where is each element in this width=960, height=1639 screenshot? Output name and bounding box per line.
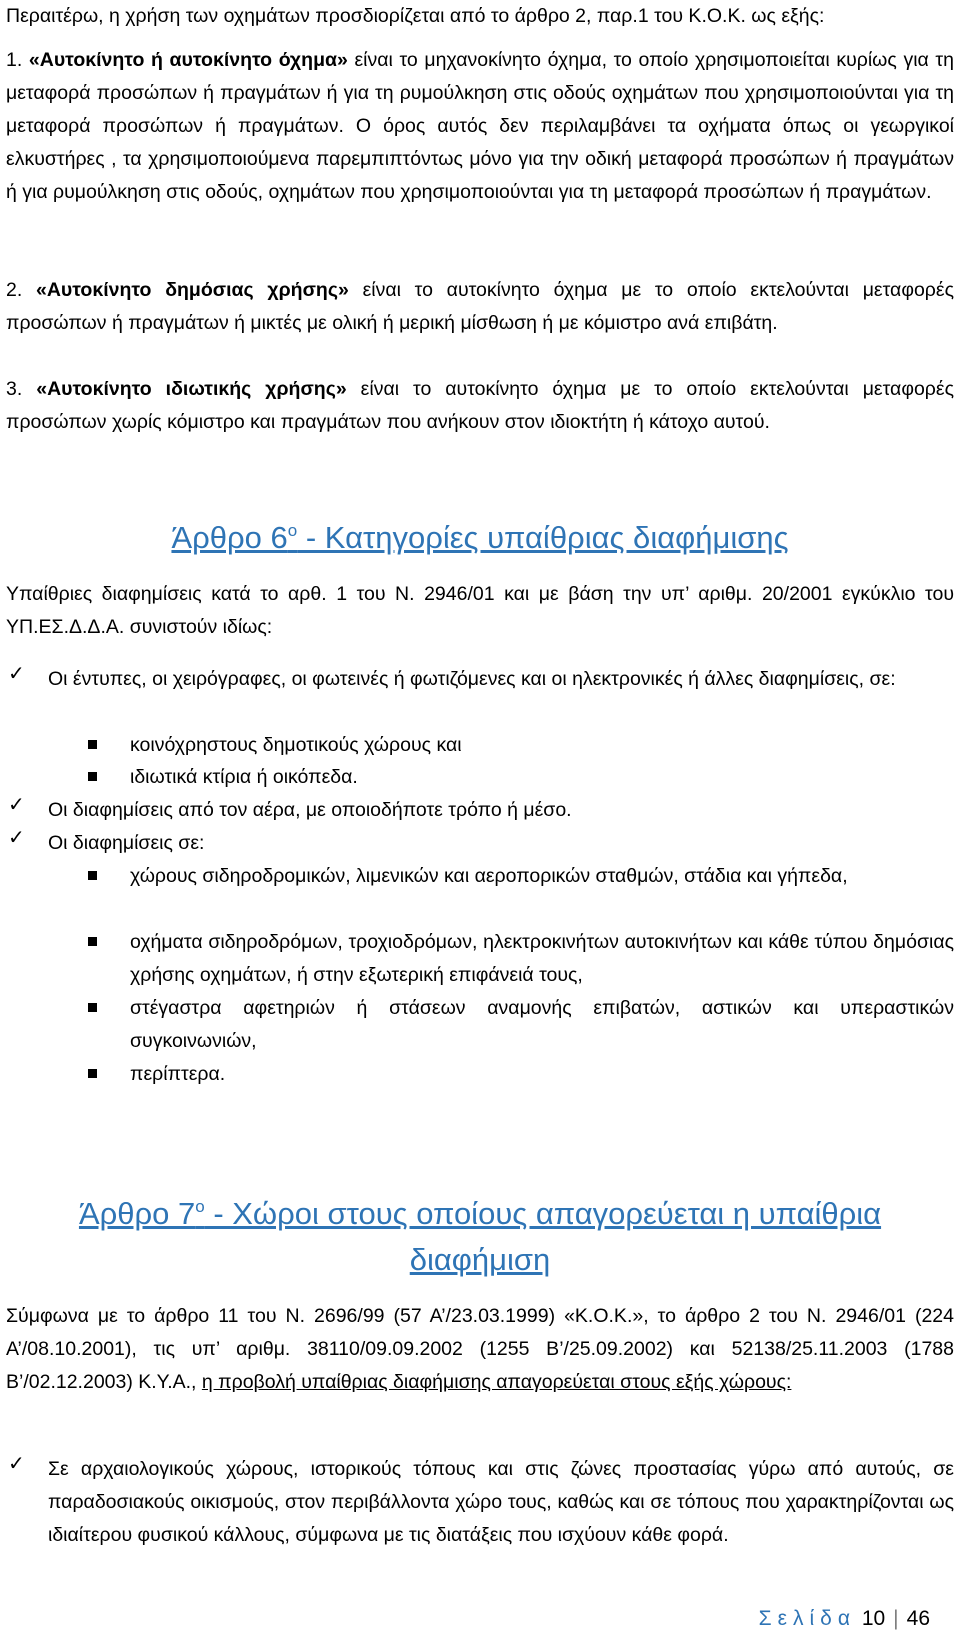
square-bullet-icon bbox=[88, 937, 97, 946]
article-6-heading bbox=[30, 508, 930, 561]
definition-2-text: είναι το αυτοκίνητο όχημα με το οποίο εκτελούνται μεταφορές προσώπων ή πραγμάτων ή μικτές με ολική ή μερική μίσθωση ή με κόμιστρο ανά επιβάτη. bbox=[6, 279, 954, 334]
definition-2-term: «Αυτοκίνητο δημόσιας χρήσης» bbox=[36, 279, 349, 301]
definition-1-number: 1. bbox=[6, 49, 23, 71]
article-6-check-3: Οι διαφημίσεις σε: bbox=[48, 832, 205, 854]
article-7-title-post: - Χώροι στους οποίους απαγορεύεται η υπαίθρια διαφήμιση bbox=[204, 1196, 882, 1277]
definition-2 bbox=[6, 274, 954, 340]
article-7-check-1: Σε αρχαιολογικούς χώρους, ιστορικούς τόπους και στις ζώνες προστασίας γύρω από αυτούς, σε παραδοσιακούς οικισμούς, στον περιβάλλοντα χώρο τους, καθώς και σε τόπους που χαρακτηρίζονται ως ιδιαίτερου φυσικού κάλλους, σύμφωνα με τις διατάξεις που ισχύουν κάθε φορά. bbox=[48, 1458, 954, 1546]
article-6-lead: Υπαίθριες διαφημίσεις κατά το αρθ. 1 του Ν. 2946/01 και με βάση την υπ’ αριθμ. 20/2001 εγκύκλιο του ΥΠ.ΕΣ.Δ.Δ.Α. συνιστούν ιδίως: bbox=[6, 583, 954, 638]
article-6-check-1: Οι έντυπες, οι χειρόγραφες, οι φωτεινές ή φωτιζόμενες και οι ηλεκτρονικές ή άλλες διαφημίσεις, σε: bbox=[48, 668, 896, 690]
check-mark-icon: ✓ bbox=[8, 661, 25, 685]
page-separator: | bbox=[893, 1607, 899, 1630]
article-7-heading bbox=[30, 1184, 930, 1283]
article-7-lead bbox=[6, 1300, 954, 1399]
article-6-title-pre: Άρθρο 6 bbox=[171, 520, 288, 555]
article-7-lead-underlined: η προβολή υπαίθριας διαφήμισης απαγορεύεται στους εξής χώρους: bbox=[201, 1371, 792, 1393]
check-mark-icon: ✓ bbox=[8, 792, 25, 816]
square-bullet-icon bbox=[88, 1003, 97, 1012]
page-total: 46 bbox=[906, 1607, 930, 1630]
article-6-check-3-item-3: στέγαστρα αφετηριών ή στάσεων αναμονής επιβατών, αστικών και υπεραστικών συγκοινωνιών, bbox=[130, 997, 954, 1052]
article-7-lead-text: Σύμφωνα με το άρθρο 11 του Ν. 2696/99 (57 Α’/23.03.1999) «Κ.Ο.Κ.», το άρθρο 2 του Ν. 2946/01 (224 Α’/08.10.2001), τις υπ’ αριθμ. 38110/09.09.2002 (1255 Β’/25.09.2002) και 52138/25.11.2003 (1788 Β’/02.12.2003) Κ.Υ.Α., bbox=[6, 1305, 954, 1393]
square-bullet-icon bbox=[88, 871, 97, 880]
article-7-title-sup: ο bbox=[195, 1197, 205, 1216]
check-mark-icon: ✓ bbox=[8, 1451, 25, 1475]
article-6-title-sup: ο bbox=[287, 521, 298, 540]
article-6-check-3-item-1: χώρους σιδηροδρομικών, λιμενικών και αεροπορικών σταθμών, στάδια και γήπεδα, bbox=[130, 865, 848, 887]
article-7-title-pre: Άρθρο 7 bbox=[78, 1196, 196, 1231]
article-6-check-1-item-2: ιδιωτικά κτίρια ή οικόπεδα. bbox=[130, 766, 358, 788]
article-6-check-1-item-1: κοινόχρηστους δημοτικούς χώρους και bbox=[130, 734, 462, 756]
square-bullet-icon bbox=[88, 740, 97, 749]
definition-3-term: «Αυτοκίνητο ιδιωτικής χρήσης» bbox=[36, 378, 347, 400]
article-6-check-3-item-2: οχήματα σιδηροδρόμων, τροχιοδρόμων, ηλεκτροκινήτων αυτοκινήτων και κάθε τύπου δημόσιας χρήσης οχημάτων, ή στην εξωτερική επιφάνειά τους, bbox=[130, 931, 954, 986]
definition-2-number: 2. bbox=[6, 279, 23, 301]
page-number: 10 bbox=[861, 1607, 886, 1630]
intro-paragraph: Περαιτέρω, η χρήση των οχημάτων προσδιορίζεται από το άρθρο 2, παρ.1 του Κ.Ο.Κ. ως εξής: bbox=[6, 5, 825, 27]
definition-1-term: «Αυτοκίνητο ή αυτοκίνητο όχημα» bbox=[28, 49, 348, 71]
definition-3-number: 3. bbox=[6, 378, 23, 400]
page-footer bbox=[759, 1604, 930, 1634]
definition-3 bbox=[6, 373, 954, 439]
definition-1-text: είναι το μηχανοκίνητο όχημα, το οποίο χρησιμοποιείται κυρίως για τη μεταφορά προσώπων ή πραγμάτων ή για τη ρυμούλκηση στις οδούς οχημάτων που χρησιμοποιούνται για τη μεταφορά προσώπων ή πραγμάτων. Ο όρος αυτός δεν περιλαμβάνει τα οχήματα όπως οι γεωργικοί ελκυστήρες , τα χρησιμοποιούμενα παρεμπιπτόντως μόνο για την οδική μεταφορά προσώπων ή πραγμάτων ή για ρυμούλκηση στις οδούς, οχημάτων που χρησιμοποιούνται για τη μεταφορά προσώπων ή πραγμάτων. bbox=[6, 49, 954, 203]
article-6-title-post: - Κατηγορίες υπαίθριας διαφήμισης bbox=[297, 520, 789, 555]
page-label: Σελίδα bbox=[758, 1607, 856, 1630]
square-bullet-icon bbox=[88, 772, 97, 781]
article-6-check-3-item-4: περίπτερα. bbox=[130, 1063, 226, 1085]
definition-3-text: είναι το αυτοκίνητο όχημα με το οποίο εκτελούνται μεταφορές προσώπων χωρίς κόμιστρο και πραγμάτων που ανήκουν στον ιδιοκτήτη ή κάτοχο αυτού. bbox=[6, 378, 954, 433]
article-6-check-2: Οι διαφημίσεις από τον αέρα, με οποιοδήποτε τρόπο ή μέσο. bbox=[48, 799, 572, 821]
check-mark-icon: ✓ bbox=[8, 825, 25, 849]
definition-1 bbox=[6, 44, 954, 209]
square-bullet-icon bbox=[88, 1069, 97, 1078]
